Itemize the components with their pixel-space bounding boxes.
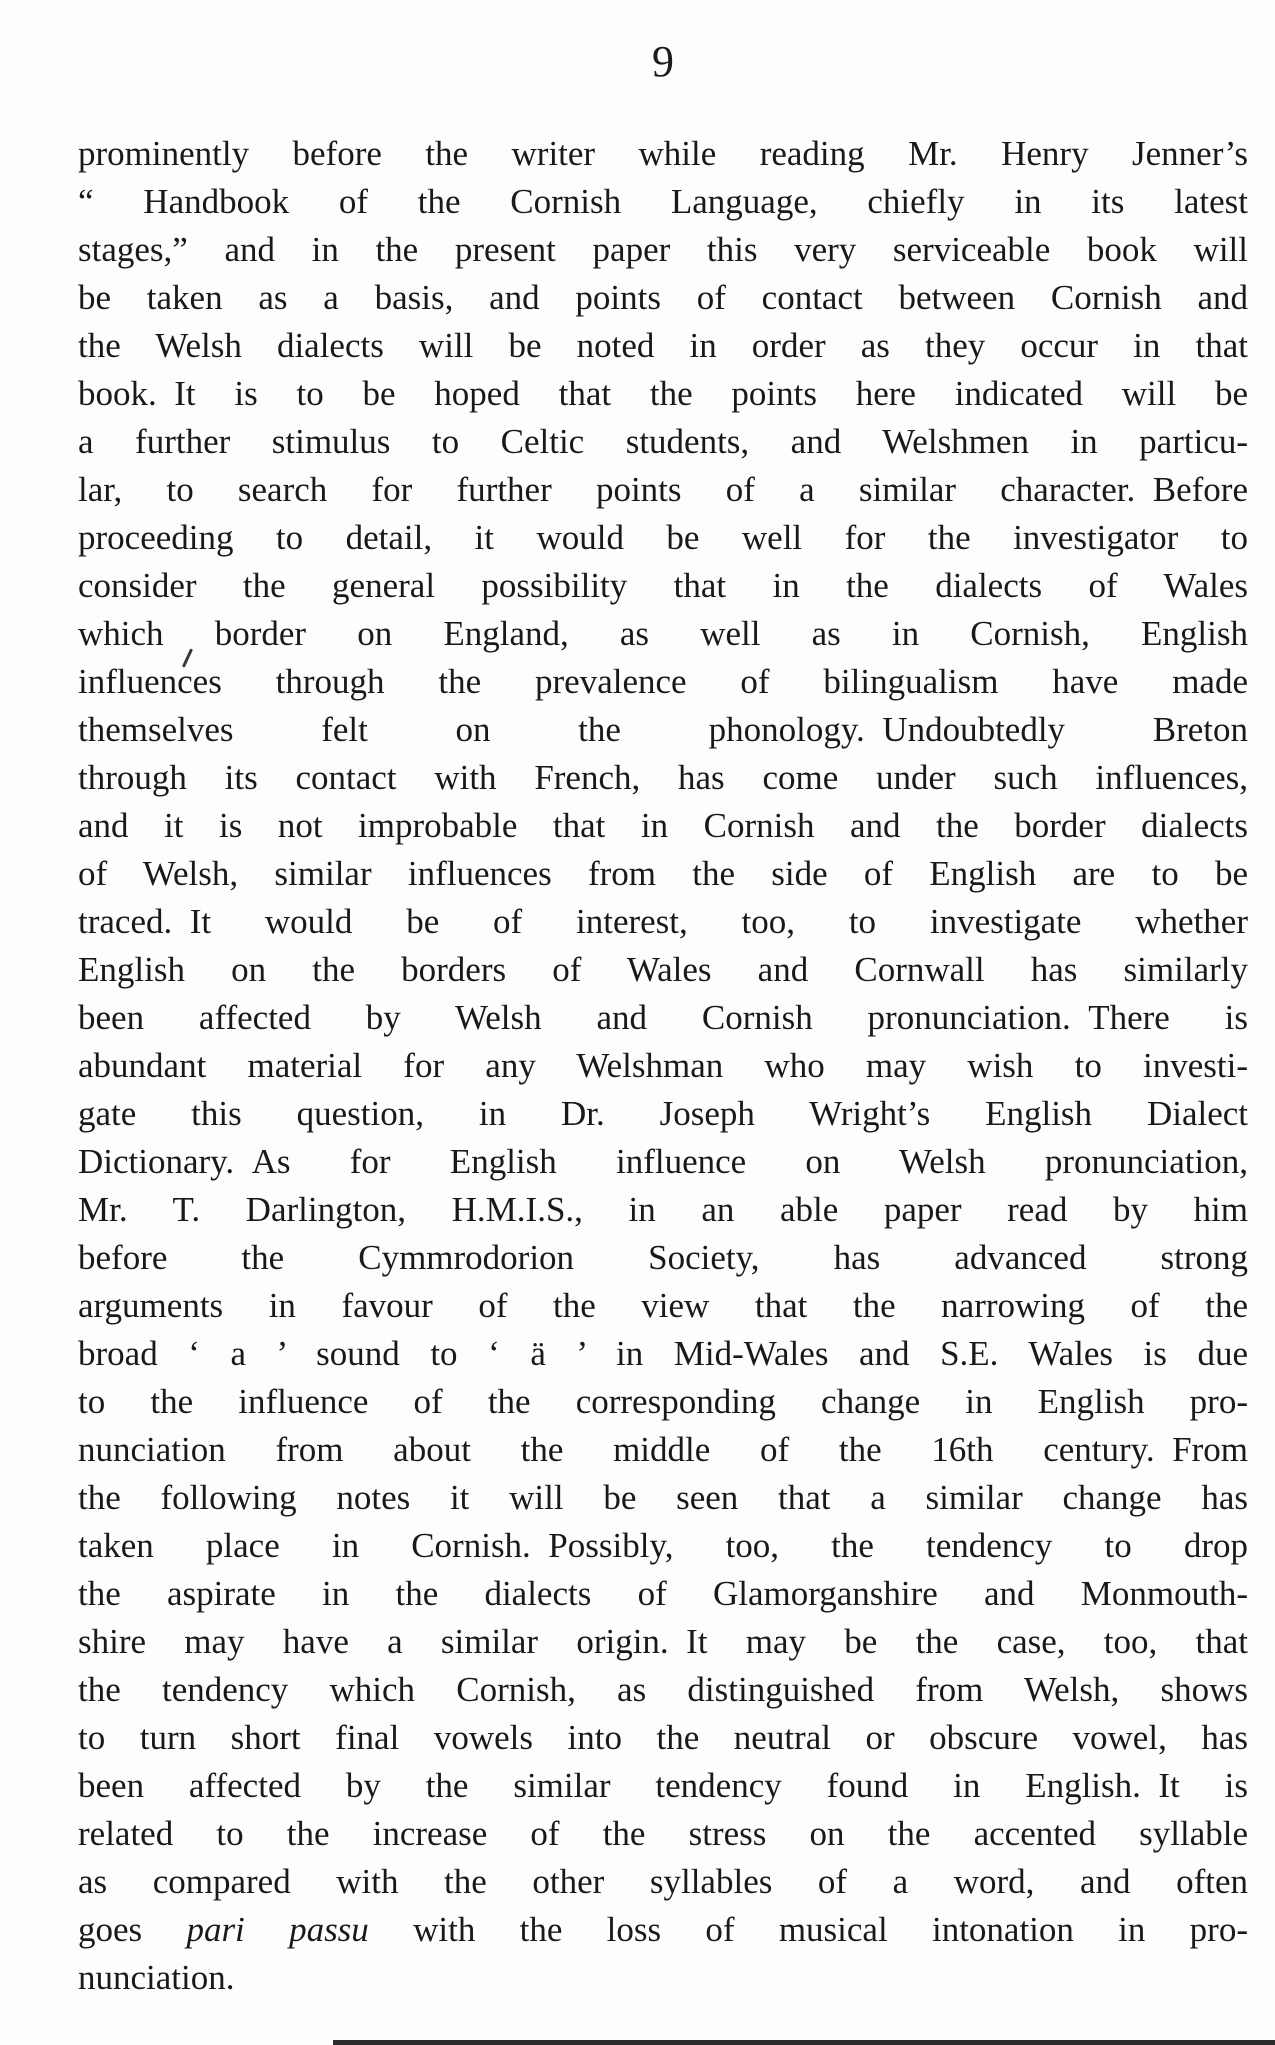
text-line: be taken as a basis, and points of contact between Cornish and <box>78 278 1248 317</box>
scan-edge-artifact <box>333 2040 1275 2045</box>
text-line: abundant material for any Welshman who may wish to investi- <box>78 1046 1248 1085</box>
text-line: influences through the prevalence of bilingualism have made <box>78 662 1248 701</box>
text-line: book. It is to be hoped that the points here indicated will be <box>78 374 1248 413</box>
text-line: prominently before the writer while reading Mr. Henry Jenner’s <box>78 134 1248 173</box>
text-line: to turn short final vowels into the neutral or obscure vowel, has <box>78 1718 1248 1757</box>
text-line: “ Handbook of the Cornish Language, chiefly in its latest <box>78 182 1248 221</box>
text-line: related to the increase of the stress on the accented syllable <box>78 1814 1248 1853</box>
text-line: to the influence of the corresponding change in English pro- <box>78 1382 1248 1421</box>
body-text <box>78 130 1248 2002</box>
pari-post: with the loss of musical intonation in pro- <box>413 1910 1248 1949</box>
text-line: the Welsh dialects will be noted in order as they occur in that <box>78 326 1248 365</box>
text-line: the following notes it will be seen that a similar change has <box>78 1478 1248 1517</box>
text-line: proceeding to detail, it would be well for the investigator to <box>78 518 1248 557</box>
text-line: Mr. T. Darlington, H.M.I.S., in an able paper read by him <box>78 1190 1248 1229</box>
text-line: gate this question, in Dr. Joseph Wright’s English Dialect <box>78 1094 1248 1133</box>
text-line: themselves felt on the phonology. Undoubtedly Breton <box>78 710 1248 749</box>
text-line: and it is not improbable that in Cornish and the border dialects <box>78 806 1248 845</box>
text-line: been affected by Welsh and Cornish pronunciation. There is <box>78 998 1248 1037</box>
text-line: English on the borders of Wales and Cornwall has similarly <box>78 950 1248 989</box>
text-line: broad ‘ a ’ sound to ‘ ä ’ in Mid-Wales and S.E. Wales is due <box>78 1334 1248 1373</box>
text-line: as compared with the other syllables of a word, and often <box>78 1862 1248 1901</box>
text-line: consider the general possibility that in the dialects of Wales <box>78 566 1248 605</box>
text-line: lar, to search for further points of a similar character. Before <box>78 470 1248 509</box>
latin-phrase-italic: pari passu <box>186 1910 369 1949</box>
text-line: traced. It would be of interest, too, to investigate whether <box>78 902 1248 941</box>
text-line-pari-passu <box>78 1906 1248 1954</box>
text-line: taken place in Cornish. Possibly, too, the tendency to drop <box>78 1526 1248 1565</box>
text-line: Dictionary. As for English influence on Welsh pronunciation, <box>78 1142 1248 1181</box>
pari-pre: goes <box>78 1910 143 1949</box>
text-line: before the Cymmrodorion Society, has advanced strong <box>78 1238 1248 1277</box>
page-number: 9 <box>652 37 674 86</box>
text-line: been affected by the similar tendency found in English. It is <box>78 1766 1248 1805</box>
text-line: the aspirate in the dialects of Glamorganshire and Monmouth- <box>78 1574 1248 1613</box>
text-line: of Welsh, similar influences from the side of English are to be <box>78 854 1248 893</box>
text-line: a further stimulus to Celtic students, and Welshmen in particu- <box>78 422 1248 461</box>
text-line-final: nunciation. <box>78 1958 235 1997</box>
text-line: nunciation from about the middle of the 16th century. From <box>78 1430 1248 1469</box>
text-line: the tendency which Cornish, as distinguished from Welsh, shows <box>78 1670 1248 1709</box>
text-line: shire may have a similar origin. It may be the case, too, that <box>78 1622 1248 1661</box>
text-line: which border on England, as well as in Cornish, English <box>78 614 1248 653</box>
text-line: through its contact with French, has come under such influences, <box>78 758 1248 797</box>
text-line: stages,” and in the present paper this very serviceable book will <box>78 230 1248 269</box>
text-line: arguments in favour of the view that the narrowing of the <box>78 1286 1248 1325</box>
